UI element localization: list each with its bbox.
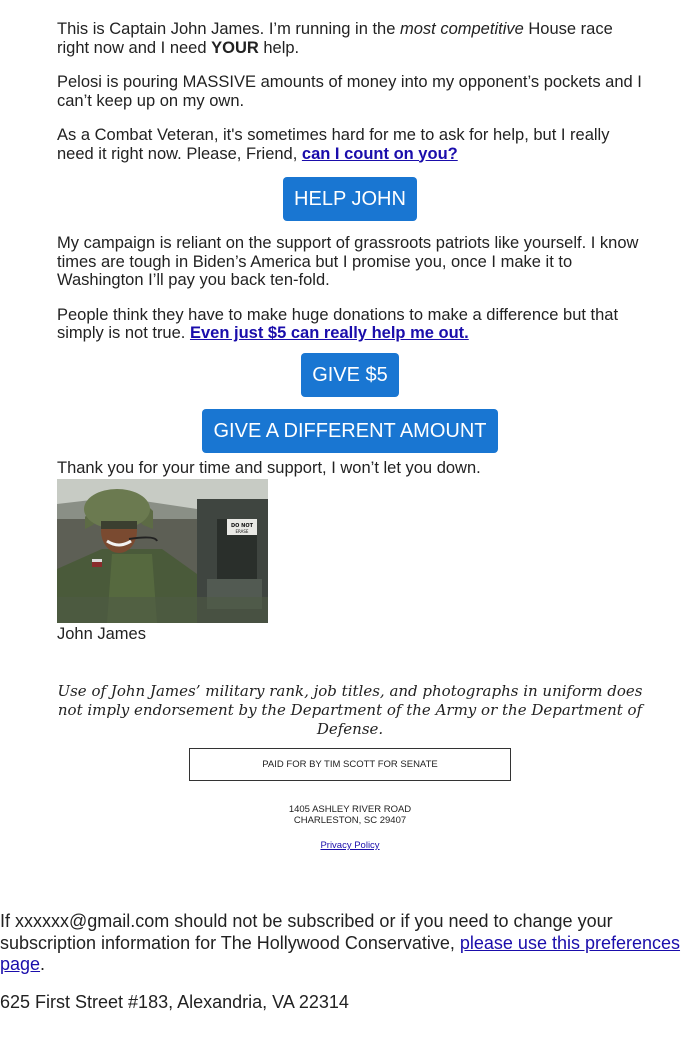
subscription-footer <box>0 911 690 976</box>
help-button-row <box>57 179 643 234</box>
military-disclaimer: Use of John James’ military rank, job titles, and photographs in uniform does not imply endorsement by the Department of the Army or the Department of Defense. <box>57 681 643 738</box>
intro-paragraph <box>57 20 643 57</box>
give-different-amount-button[interactable]: GIVE A DIFFERENT AMOUNT <box>202 409 497 453</box>
sticker-line1: DO NOT <box>231 523 253 529</box>
mailing-address <box>200 805 500 826</box>
email-body <box>57 20 643 739</box>
donation-text: People think they have to make huge donations to make a difference but that simply is not true. <box>57 305 619 342</box>
grassroots-paragraph: My campaign is reliant on the support of grassroots patriots like yourself. I know times are tough in Biden’s America but I promise you, once I make it to Washington I’ll pay you back ten-fold. <box>57 234 639 289</box>
five-dollar-link[interactable]: Even just $5 can really help me out. <box>189 324 469 342</box>
give-different-row <box>57 397 643 459</box>
thanks-text: Thank you for your time and support, I won’t let you down. <box>57 458 481 477</box>
intro-text-1: This is Captain John James. I’m running in the <box>57 20 400 38</box>
donation-paragraph <box>57 306 643 343</box>
address-line2: CHARLESTON, SC 29407 <box>293 814 407 826</box>
give-five-button[interactable]: GIVE $5 <box>301 353 399 397</box>
footer-period: . <box>40 954 46 974</box>
signature-name: John James <box>57 625 146 643</box>
intro-text-2: House race right now and I need <box>57 20 613 57</box>
pilot-photo <box>57 479 268 623</box>
pelosi-paragraph: Pelosi is pouring MASSIVE amounts of money into my opponent’s pockets and I can’t keep up on my own. <box>57 73 642 110</box>
intro-text-3: help. <box>258 38 300 57</box>
count-on-you-link[interactable]: can I count on you? <box>301 144 458 163</box>
address-line1: 1405 ASHLEY RIVER ROAD <box>288 804 412 815</box>
intro-strong: YOUR <box>211 38 259 57</box>
veteran-text: As a Combat Veteran, it's sometimes hard for me to ask for help, but I really need it right now. Please, Friend, <box>57 126 610 163</box>
sticker-line2: ERASE <box>235 529 249 534</box>
help-john-button[interactable]: HELP JOHN <box>283 177 417 221</box>
privacy-row <box>200 840 500 851</box>
veteran-paragraph <box>57 126 643 163</box>
give-five-row <box>57 359 643 397</box>
paid-for-box: PAID FOR BY TIM SCOTT FOR SENATE <box>189 748 511 781</box>
intro-emphasis: most competitive <box>400 20 524 38</box>
preferences-link[interactable]: please use this preferences page <box>0 932 681 974</box>
footer-address: 625 First Street #183, Alexandria, VA 22314 <box>0 992 349 1012</box>
privacy-policy-link[interactable]: Privacy Policy <box>320 840 380 851</box>
footer-text: If xxxxxx@gmail.com should not be subscribed or if you need to change your subscription information for The Hollywood Conservative, <box>0 911 613 953</box>
pilot-photo-illustration <box>57 479 268 623</box>
